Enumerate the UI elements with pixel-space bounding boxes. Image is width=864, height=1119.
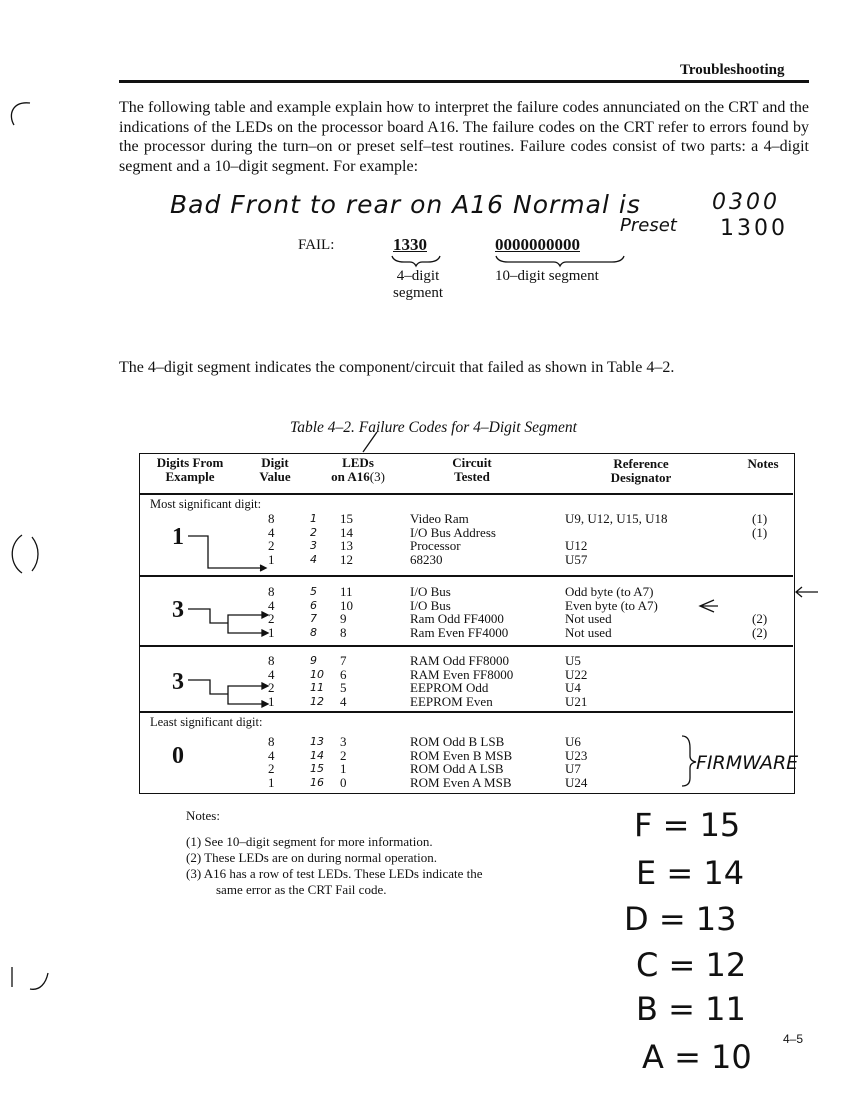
led-number: 2 bbox=[340, 747, 347, 763]
handwritten-code-preset: 1300 bbox=[720, 216, 788, 241]
handwritten-led-index: 14 bbox=[310, 748, 324, 762]
reference-designator: U21 bbox=[565, 693, 588, 709]
ten-digit-code: 0000000000 bbox=[495, 235, 580, 254]
fail-label: FAIL: bbox=[298, 237, 335, 253]
note-ref: (1) bbox=[752, 511, 768, 526]
handwritten-led-index: 3 bbox=[310, 539, 317, 553]
reference-designator: U57 bbox=[565, 551, 588, 567]
header-divider bbox=[140, 493, 793, 495]
col-header-digit-value: Digit Value bbox=[259, 455, 291, 484]
group-digit-3: 3 bbox=[172, 669, 184, 695]
digit-value: 4 bbox=[268, 524, 275, 540]
handwritten-led-index: 5 bbox=[310, 585, 317, 598]
reference-designator: Even byte (to A7) bbox=[565, 597, 658, 613]
digit-value: 2 bbox=[268, 611, 275, 627]
digit-value: 8 bbox=[268, 653, 275, 668]
note-1: (1) See 10–digit segment for more information. bbox=[186, 834, 433, 849]
circuit-name: Ram Odd FF4000 bbox=[410, 611, 504, 627]
digit-value: 1 bbox=[268, 693, 275, 709]
handwritten-led-index: 2 bbox=[310, 525, 317, 539]
digit-value: 4 bbox=[268, 666, 275, 682]
caption-pen-mark bbox=[355, 430, 385, 454]
digit-value: 4 bbox=[268, 597, 275, 613]
circuit-name: I/O Bus bbox=[410, 597, 451, 613]
reference-designator: U24 bbox=[565, 774, 588, 790]
digit-value: 1 bbox=[268, 774, 275, 790]
handwritten-led-index: 16 bbox=[310, 775, 324, 789]
handwritten-led-index: 12 bbox=[310, 694, 324, 708]
margin-arrow bbox=[792, 584, 822, 604]
hex-note-b: B = 11 bbox=[636, 990, 746, 1028]
circuit-name: 68230 bbox=[410, 551, 443, 567]
group-divider-3 bbox=[140, 711, 793, 713]
most-significant-label: Most significant digit: bbox=[150, 497, 262, 511]
note-ref: (2) bbox=[752, 624, 768, 640]
led-number: 0 bbox=[340, 774, 347, 790]
reference-designator: Odd byte (to A7) bbox=[565, 584, 654, 599]
circuit-name: Processor bbox=[410, 538, 461, 554]
circuit-name: I/O Bus Address bbox=[410, 524, 496, 540]
least-significant-label: Least significant digit: bbox=[150, 715, 263, 729]
handwritten-preset: Preset bbox=[620, 215, 677, 236]
segment-braces bbox=[380, 254, 640, 268]
ten-digit-caption: 10–digit segment bbox=[495, 268, 599, 284]
circuit-name: Ram Even FF4000 bbox=[410, 624, 509, 640]
handwritten-led-index: 11 bbox=[310, 681, 324, 695]
reference-designator: U23 bbox=[565, 747, 588, 763]
handwritten-led-index: 8 bbox=[310, 625, 317, 639]
led-number: 14 bbox=[340, 524, 353, 540]
circuit-name: ROM Odd A LSB bbox=[410, 761, 504, 777]
hex-note-c: C = 12 bbox=[636, 946, 747, 984]
digit-value: 2 bbox=[268, 761, 275, 777]
four-digit-caption-line2: segment bbox=[393, 285, 443, 301]
handwritten-led-index: 9 bbox=[310, 654, 317, 667]
led-number: 11 bbox=[340, 584, 353, 599]
note-3-cont: same error as the CRT Fail code. bbox=[216, 882, 387, 897]
group-digit-1: 1 bbox=[172, 524, 184, 550]
digit-value: 2 bbox=[268, 680, 275, 696]
col-header-leds: LEDs on A16(3) bbox=[331, 455, 385, 484]
failure-codes-table bbox=[139, 453, 799, 794]
intro-paragraph: The following table and example explain how to interpret the failure codes annunciated on the CRT and the indications of the LEDs on the processor board A16. The failure codes on the CRT refer to errors found by the processor during the turn–on or preset self–test routines. Failure codes consist of two parts: a 4–digit segment and a 10–digit segment. For example: bbox=[119, 99, 809, 175]
circuit-name: Video Ram bbox=[410, 511, 469, 526]
led-number: 1 bbox=[340, 761, 347, 777]
digit-value: 8 bbox=[268, 734, 275, 749]
circuit-name: RAM Even FF8000 bbox=[410, 666, 514, 682]
reference-designator: U4 bbox=[565, 680, 581, 696]
circuit-name: EEPROM Odd bbox=[410, 680, 489, 696]
group-divider-1 bbox=[140, 575, 793, 577]
notes-title: Notes: bbox=[186, 808, 220, 823]
led-number: 12 bbox=[340, 551, 353, 567]
note-3: (3) A16 has a row of test LEDs. These LEDs indicate the bbox=[186, 866, 483, 881]
reference-designator: Not used bbox=[565, 611, 612, 627]
digit-value: 8 bbox=[268, 584, 275, 599]
circuit-name: ROM Odd B LSB bbox=[410, 734, 505, 749]
led-number: 4 bbox=[340, 693, 347, 709]
reference-designator: U6 bbox=[565, 734, 581, 749]
page-number: 4–5 bbox=[783, 1032, 804, 1046]
hex-note-f: F = 15 bbox=[634, 806, 741, 844]
four-digit-caption bbox=[383, 268, 453, 302]
led-number: 8 bbox=[340, 624, 347, 640]
page-header: Troubleshooting bbox=[680, 62, 785, 78]
handwritten-led-index: 10 bbox=[310, 667, 324, 681]
led-number: 9 bbox=[340, 611, 347, 627]
table-reference-sentence: The 4–digit segment indicates the component/circuit that failed as shown in Table 4–2. bbox=[119, 359, 675, 376]
col-header-circuit: Circuit Tested bbox=[452, 455, 492, 484]
four-digit-code: 1330 bbox=[393, 235, 427, 254]
note-ref: (2) bbox=[752, 611, 768, 627]
handwritten-led-index: 15 bbox=[310, 762, 324, 776]
hex-note-e: E = 14 bbox=[636, 854, 745, 892]
digit-value: 1 bbox=[268, 624, 275, 640]
digit-value: 8 bbox=[268, 511, 275, 526]
reference-designator: Not used bbox=[565, 624, 612, 640]
group-digit-4: 0 bbox=[172, 743, 184, 769]
digit-value: 2 bbox=[268, 538, 275, 554]
reference-designator: U9, U12, U15, U18 bbox=[565, 511, 668, 526]
handwritten-led-index: 1 bbox=[310, 512, 317, 525]
circuit-name: I/O Bus bbox=[410, 584, 451, 599]
binder-hole-marks bbox=[0, 95, 60, 995]
led-number: 3 bbox=[340, 734, 347, 749]
note-2: (2) These LEDs are on during normal operation. bbox=[186, 850, 438, 865]
digit-value: 1 bbox=[268, 551, 275, 567]
handwritten-led-index: 13 bbox=[310, 735, 324, 748]
note-ref: (1) bbox=[752, 524, 768, 540]
digit-value: 4 bbox=[268, 747, 275, 763]
led-number: 7 bbox=[340, 653, 347, 668]
led-number: 5 bbox=[340, 680, 347, 696]
handwritten-led-index: 7 bbox=[310, 612, 317, 626]
reference-designator: U5 bbox=[565, 653, 581, 668]
handwritten-note: Bad Front to rear on A16 Normal is bbox=[170, 190, 641, 219]
reference-designator: U7 bbox=[565, 761, 581, 777]
reference-designator: U12 bbox=[565, 538, 588, 554]
led-number: 10 bbox=[340, 597, 353, 613]
circuit-name: ROM Even A MSB bbox=[410, 774, 512, 790]
hex-note-a: A = 10 bbox=[642, 1038, 752, 1076]
reference-designator: U22 bbox=[565, 666, 588, 682]
handwritten-firmware: FIRMWARE bbox=[696, 752, 799, 774]
header-rule bbox=[119, 80, 809, 83]
table-caption: Table 4–2. Failure Codes for 4–Digit Segment bbox=[290, 419, 577, 436]
col-header-notes: Notes bbox=[747, 456, 779, 471]
col-header-digits: Digits From Example bbox=[156, 455, 224, 484]
handwritten-led-index: 6 bbox=[310, 598, 317, 612]
four-digit-caption-line1: 4–digit bbox=[396, 268, 440, 284]
circuit-name: ROM Even B MSB bbox=[410, 747, 513, 763]
col-header-reference: Reference Designator bbox=[610, 456, 672, 485]
led-number: 13 bbox=[340, 538, 353, 554]
handwritten-arrow-mark bbox=[680, 594, 720, 624]
handwritten-code-normal: 0300 bbox=[712, 190, 780, 215]
notes-block bbox=[186, 808, 483, 898]
circuit-name: EEPROM Even bbox=[410, 693, 493, 709]
hex-note-d: D = 13 bbox=[624, 900, 737, 938]
group-divider-2 bbox=[140, 645, 793, 647]
group-digit-2: 3 bbox=[172, 597, 184, 623]
led-number: 15 bbox=[340, 511, 353, 526]
circuit-name: RAM Odd FF8000 bbox=[410, 653, 509, 668]
handwritten-led-index: 4 bbox=[310, 552, 317, 566]
led-number: 6 bbox=[340, 666, 347, 682]
